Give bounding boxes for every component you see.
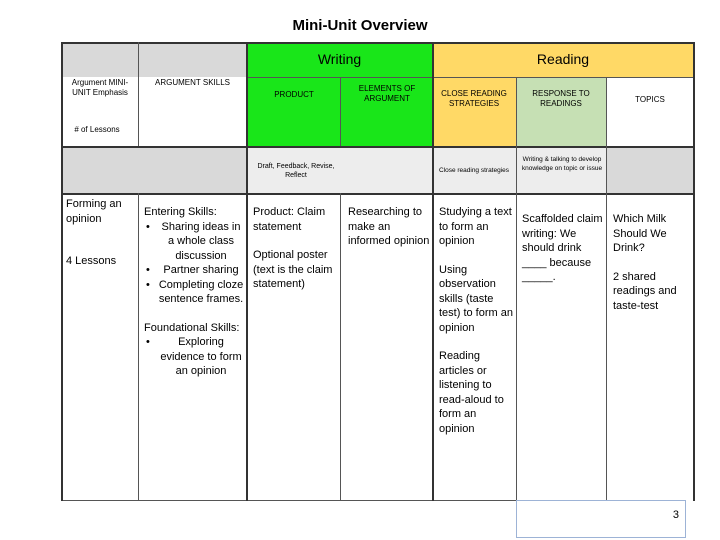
- col-rule-3: [340, 77, 341, 146]
- table-right-rule: [693, 42, 695, 501]
- skills-header: ARGUMENT SKILLS: [155, 78, 230, 87]
- entering-skills-title: Entering Skills:: [144, 206, 217, 218]
- table-bottom-rule: [62, 500, 516, 501]
- response-cell: [522, 212, 606, 285]
- emphasis-header: Argument MINI-UNIT Emphasis: [71, 78, 129, 97]
- close-strategies-subheader: Close reading strategies: [438, 167, 510, 174]
- page-number: 3: [672, 509, 679, 521]
- col-rule-3b: [340, 193, 341, 500]
- lessons-count: 4 Lessons: [66, 255, 117, 267]
- table-top-rule: [62, 42, 694, 44]
- close-reading-3: Reading articles or listening to read-aloud to form an opinion: [439, 350, 504, 435]
- topics-readings: 2 shared readings and taste-test: [613, 270, 677, 312]
- emphasis-cell: [66, 197, 136, 269]
- col-rule-1: [138, 42, 139, 146]
- close-reading-header-fill: [432, 77, 516, 146]
- emphasis-text: Forming an opinion: [66, 198, 122, 225]
- elements-text: Researching to make an informed opinion: [348, 206, 430, 247]
- col-rule-6: [606, 77, 607, 193]
- table-left-rule: [61, 42, 63, 501]
- close-reading-2: Using observation skills (taste test) to form an opinion: [439, 263, 513, 334]
- close-reading-header: CLOSE READING STRATEGIES: [441, 89, 507, 108]
- col-rule-1b: [138, 193, 139, 500]
- topics-title: Which Milk Should We Drink?: [613, 213, 667, 254]
- foundational-skills-list: [144, 335, 244, 379]
- page-title: Mini-Unit Overview: [292, 17, 428, 34]
- skills-cell: [144, 205, 244, 379]
- response-text: Scaffolded claim writing: We should drink ____ because _____.: [522, 213, 603, 283]
- list-item: • Sharing ideas in a whole class discussion: [158, 220, 244, 264]
- lessons-bottom-rule: [62, 193, 694, 195]
- writing-header: Writing: [317, 51, 362, 67]
- response-header: RESPONSE TO READINGS: [532, 89, 590, 108]
- col-rule-4: [432, 42, 434, 501]
- header-divider: [247, 77, 694, 78]
- gray-left-fill: [62, 43, 247, 77]
- product-cell: [253, 205, 339, 292]
- product-poster: Optional poster (text is the claim statement): [253, 249, 333, 290]
- product-claim: Product: Claim statement: [253, 206, 326, 233]
- list-item: • Partner sharing: [158, 263, 244, 278]
- elements-header: ELEMENTS OF ARGUMENT: [358, 84, 416, 103]
- page-number-box: [516, 500, 686, 538]
- foundational-skills-title: Foundational Skills:: [144, 321, 240, 334]
- response-header-fill: [516, 77, 606, 146]
- col-rule-6b: [606, 193, 607, 500]
- reading-header: Reading: [536, 51, 590, 67]
- list-item: • Exploring evidence to form an opinion: [158, 335, 244, 379]
- lessons-label: # of Lessons: [74, 125, 120, 134]
- draft-subheader: Draft, Feedback, Revise, Reflect: [257, 163, 335, 179]
- col-rule-2: [246, 42, 248, 501]
- topics-header: TOPICS: [635, 95, 665, 104]
- topics-cell: [613, 212, 693, 313]
- writing-talking-subheader: Writing & talking to develop knowledge on topic or issue: [521, 156, 603, 172]
- close-reading-1: Studying a text to form an opinion: [439, 206, 512, 247]
- close-reading-cell: [439, 205, 513, 436]
- product-header: PRODUCT: [274, 90, 314, 99]
- col-rule-5: [516, 77, 517, 501]
- lessons-top-rule: [62, 146, 694, 148]
- elements-cell: [348, 205, 430, 249]
- entering-skills-list: [144, 220, 244, 307]
- list-item: • Completing cloze sentence frames.: [158, 278, 244, 307]
